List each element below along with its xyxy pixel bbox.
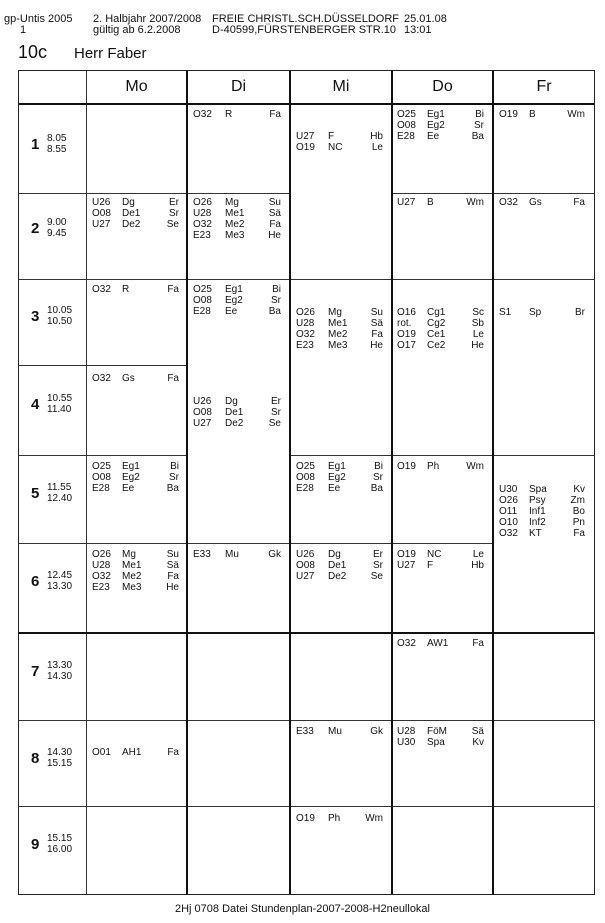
period-7: 7 13.30 14.30 xyxy=(31,660,73,682)
period-4: 4 10.55 11.40 xyxy=(31,393,73,415)
teacher-name: Herr Faber xyxy=(74,45,147,62)
header-date: 25.01.08 xyxy=(404,13,447,25)
header-term: 2. Halbjahr 2007/2008 xyxy=(93,13,202,25)
period-8: 8 14.30 15.15 xyxy=(31,747,73,769)
period-9: 9 15.15 16.00 xyxy=(31,833,73,855)
day-header-do: Do xyxy=(432,78,453,95)
header-address: D-40599,FÜRSTENBERGER STR.10 xyxy=(212,24,396,36)
header-program: gp-Untis 2005 xyxy=(4,13,73,25)
period-2: 2 9.00 9.45 xyxy=(31,217,67,239)
day-header-di: Di xyxy=(230,78,247,95)
header-page: 1 xyxy=(20,24,27,36)
period-1: 1 8.05 8.55 xyxy=(31,133,67,155)
header-school: FREIE CHRISTL.SCH.DÜSSELDORF xyxy=(212,13,400,25)
period-5: 5 11.55 12.40 xyxy=(31,482,73,504)
period-3: 3 10.05 10.50 xyxy=(31,305,73,327)
day-header-mi: Mi xyxy=(332,78,350,95)
period-6: 6 12.45 13.30 xyxy=(31,570,73,592)
day-header-fr: Fr xyxy=(536,78,552,95)
footer: 2Hj 0708 Datei Stundenplan-2007-2008-H2neullokal xyxy=(174,903,430,915)
timetable-grid: Mo Di Mi Do Fr 1 8.05 8.55 2 9.00 9.45 3 10.05 10.50 4 10.55 11.40 5 11.55 12.40 6 12.45 13.30 7 13.30 14.30 8 14.30 15.15 9 15.15 16.00 O32 R Fa U27 F Hb O19 NC Le O25 Eg1 Bi O08 Eg2 Sr E28 Ee Ba O19 B Wm U26 Dg Er O08 De1 Sr U27 De2 Se O26 Mg Su U28 Me1 Sä O32 Me2 Fa E23 Me3 He U27 B Wm O32 Gs Fa O32 R Fa O25 Eg1 Bi O08 Eg2 Sr E28 Ee Ba O26 Mg Su U28 Me1 Sä O32 Me2 Fa E23 Me3 He O16 Cg1 Sc rot. Cg2 Sb O19 Ce1 Le O17 Ce2 He S1 Sp Br O32 Gs Fa U26 Dg Er O08 De1 Sr U27 De2 Se O25 Eg1 Bi O08 Eg2 Sr E28 Ee Ba O25 Eg1 Bi O08 Eg2 Sr E28 Ee Ba O19 Ph Wm U30 Spa Kv O26 Psy Zm O11 Inf1 Bo O10 Inf2 Pn O32 KT Fa O26 Mg Su U28 Me1 Sä O32 Me2 Fa E23 Me3 He E33 Mu Gk U26 Dg Er O08 De1 Sr U27 De2 Se O19 NC Le U27 F Hb O32 AW1 Fa E33 Mu Gk U28 FöM Sä U30 Spa Kv O01 AH1 Fa O19 Ph Wm xyxy=(18,70,595,895)
class-name: 10c xyxy=(18,42,48,62)
header-time: 13:01 xyxy=(404,24,432,36)
day-header-mo: Mo xyxy=(125,78,148,95)
header-valid: gültig ab 6.2.2008 xyxy=(93,24,181,36)
